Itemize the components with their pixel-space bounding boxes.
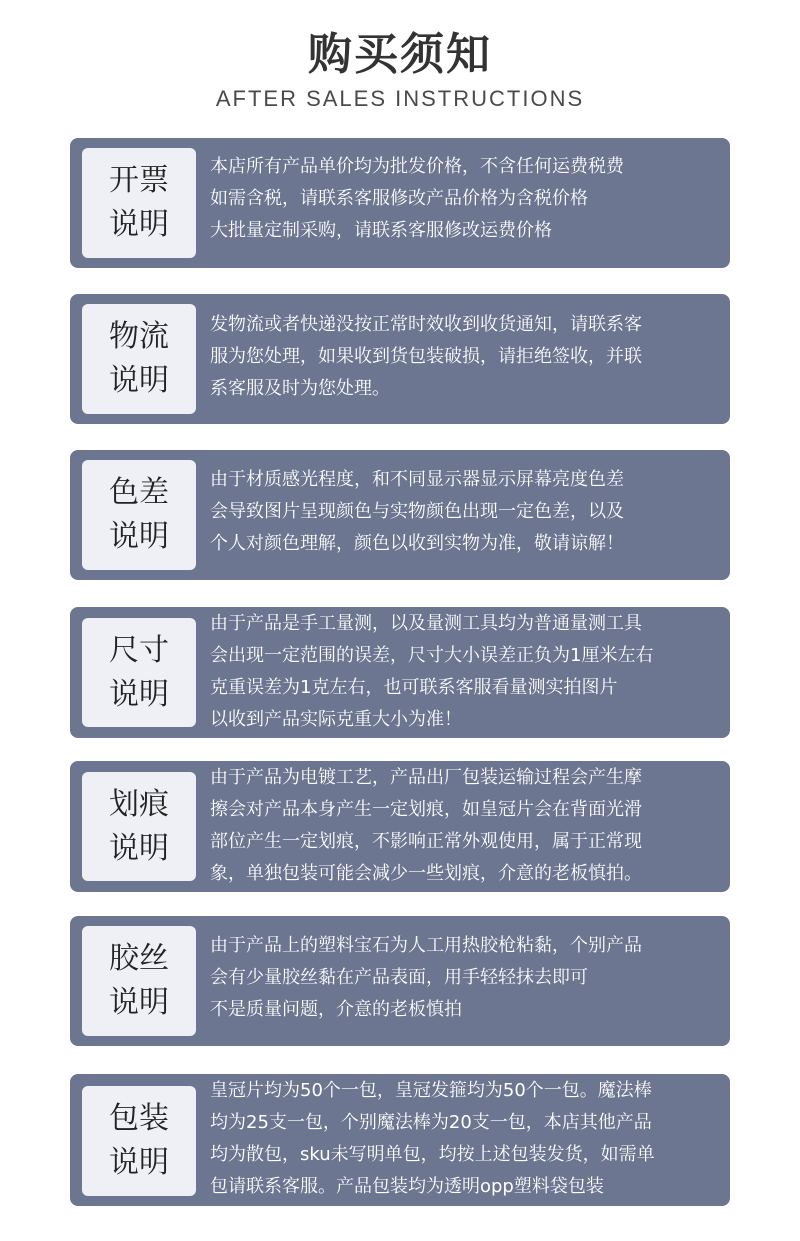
text-line: 包请联系客服。产品包装均为透明opp塑料袋包装 [210,1176,604,1197]
text-line: 由于产品是手工量测，以及量测工具均为普通量测工具 [210,613,642,634]
section-invoice [70,138,730,268]
text-line: 个人对颜色理解，颜色以收到实物为准，敬请谅解！ [210,533,624,554]
text-line: 服为您处理，如果收到货包装破损，请拒绝签收，并联 [210,346,642,367]
section-tag [82,1086,196,1196]
text-line: 皇冠片均为50个一包，皇冠发箍均为50个一包。魔法棒 [210,1080,652,1101]
tag-line: 物流 [109,319,169,354]
text-line: 会出现一定范围的误差，尺寸大小误差正负为1厘米左右 [210,645,654,666]
tag-line: 划痕 [109,786,169,822]
section-text [210,151,722,247]
section-text [210,464,722,560]
tag-line: 胶丝 [109,941,169,976]
text-line: 由于材质感光程度，和不同显示器显示屏幕亮度色差 [210,469,624,490]
tag-line: 说明 [109,1145,169,1180]
tag-line: 说明 [109,519,169,554]
page-subtitle: AFTER SALES INSTRUCTIONS [215,86,585,111]
text-line: 会导致图片呈现颜色与实物颜色出现一定色差，以及 [210,501,624,522]
section-tag [82,148,196,258]
text-line: 大批量定制采购，请联系客服修改运费价格 [210,220,552,241]
text-line: 系客服及时为您处理。 [210,378,390,399]
section-scratches [70,761,730,892]
text-line: 会有少量胶丝黏在产品表面，用手轻轻抹去即可 [210,967,588,988]
text-line: 克重误差为1克左右，也可联系客服看量测实拍图片 [210,677,618,698]
text-line: 均为25支一包，个别魔法棒为20支一包，本店其他产品 [210,1112,652,1133]
tag-line: 尺寸 [109,632,169,668]
text-line: 发物流或者快递没按正常时效收到收货通知，请联系客 [210,314,642,335]
section-packaging [70,1074,730,1206]
section-tag [82,618,196,727]
section-text [210,762,722,890]
tag-line: 说明 [109,830,169,866]
section-text [210,930,722,1026]
text-line: 以收到产品实际克重大小为准！ [210,709,462,730]
tag-line: 包装 [109,1101,169,1136]
section-size [70,607,730,738]
text-line: 象，单独包装可能会减少一些划痕，介意的老板慎拍。 [210,863,642,884]
section-tag [82,772,196,881]
text-line: 如需含税，请联系客服修改产品价格为含税价格 [210,188,588,209]
text-line: 均为散包，sku未写明单包，均按上述包装发货，如需单 [210,1144,655,1165]
section-text [210,309,722,405]
section-tag [82,926,196,1036]
text-line: 不是质量问题，介意的老板慎拍 [210,999,462,1020]
tag-line: 开票 [109,163,169,198]
text-line: 擦会对产品本身产生一定划痕，如皇冠片会在背面光滑 [210,799,642,820]
text-line: 由于产品上的塑料宝石为人工用热胶枪粘黏，个别产品 [210,935,642,956]
page-title: 购买须知 [308,29,492,80]
text-line: 部位产生一定划痕，不影响正常外观使用，属于正常现 [210,831,642,852]
tag-line: 说明 [109,676,169,712]
tag-line: 说明 [109,363,169,398]
tag-line: 说明 [109,985,169,1020]
tag-line: 说明 [109,207,169,242]
section-glue-threads [70,916,730,1046]
tag-line: 色差 [109,475,169,510]
section-text [210,608,722,736]
section-tag [82,304,196,414]
text-line: 本店所有产品单价均为批发价格，不含任何运费税费 [210,156,624,177]
section-text [210,1075,722,1203]
header [0,0,800,130]
section-color-difference [70,450,730,580]
text-line: 由于产品为电镀工艺，产品出厂包装运输过程会产生摩 [210,767,642,788]
section-tag [82,460,196,570]
section-logistics [70,294,730,424]
